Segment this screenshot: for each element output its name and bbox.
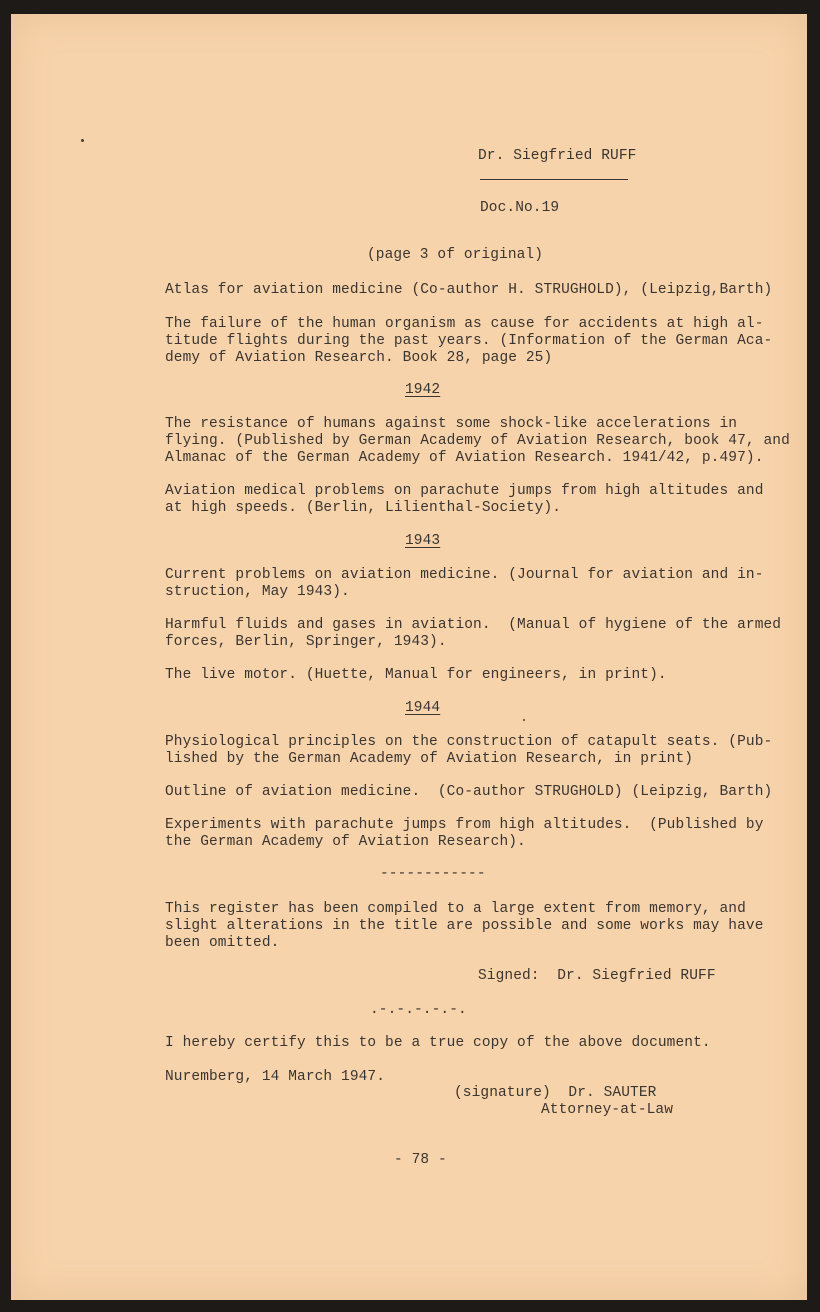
paper-speck	[81, 139, 84, 142]
entry-line: The live motor. (Huette, Manual for engineers, in print).	[165, 667, 667, 683]
signed-line: Signed: Dr. Siegfried RUFF	[478, 968, 716, 984]
entry-line: Atlas for aviation medicine (Co-author H. STRUGHOLD), (Leipzig,Barth)	[165, 282, 773, 298]
document-page	[11, 14, 807, 1300]
doc-number: Doc.No.19	[480, 200, 560, 216]
paper-speck	[523, 719, 525, 721]
entry-line: demy of Aviation Research. Book 28, page 25)	[165, 350, 553, 366]
year-heading-1943: 1943	[405, 533, 441, 549]
page-reference: (page 3 of original)	[367, 247, 544, 263]
entry-line: The failure of the human organism as cause for accidents at high al-	[165, 316, 764, 332]
entry-line: at high speeds. (Berlin, Lilienthal-Society).	[165, 500, 562, 516]
entry-line: titude flights during the past years. (Information of the German Aca-	[165, 333, 773, 349]
entry-line: Almanac of the German Academy of Aviation Research. 1941/42, p.497).	[165, 450, 764, 466]
attorney-title: Attorney-at-Law	[541, 1102, 674, 1118]
entry-line: forces, Berlin, Springer, 1943).	[165, 634, 447, 650]
entry-line: Physiological principles on the construction of catapult seats. (Pub-	[165, 734, 773, 750]
page-number: - 78 -	[394, 1152, 447, 1168]
entry-line: Current problems on aviation medicine. (Journal for aviation and in-	[165, 567, 764, 583]
entry-line: Outline of aviation medicine. (Co-author STRUGHOLD) (Leipzig, Barth)	[165, 784, 773, 800]
section-separator: ------------	[380, 866, 486, 882]
author-header: Dr. Siegfried RUFF	[478, 148, 637, 164]
signature-line: (signature) Dr. SAUTER	[454, 1085, 657, 1101]
year-heading-1944: 1944	[405, 700, 441, 716]
entry-line: the German Academy of Aviation Research).	[165, 834, 526, 850]
entry-line: Experiments with parachute jumps from high altitudes. (Published by	[165, 817, 764, 833]
entry-line: Harmful fluids and gases in aviation. (Manual of hygiene of the armed	[165, 617, 782, 633]
certification-statement: I hereby certify this to be a true copy of the above document.	[165, 1035, 711, 1051]
register-note-line: been omitted.	[165, 935, 280, 951]
entry-line: lished by the German Academy of Aviation Research, in print)	[165, 751, 694, 767]
register-note-line: slight alterations in the title are possible and some works may have	[165, 918, 764, 934]
place-date: Nuremberg, 14 March 1947.	[165, 1069, 386, 1085]
header-rule	[480, 179, 628, 180]
entry-line: The resistance of humans against some shock-like accelerations in	[165, 416, 738, 432]
entry-line: flying. (Published by German Academy of Aviation Research, book 47, and	[165, 433, 790, 449]
entry-line: struction, May 1943).	[165, 584, 350, 600]
year-heading-1942: 1942	[405, 382, 441, 398]
entry-line: Aviation medical problems on parachute jumps from high altitudes and	[165, 483, 764, 499]
register-note-line: This register has been compiled to a large extent from memory, and	[165, 901, 746, 917]
dot-separator: .-.-.-.-.-.	[370, 1002, 467, 1018]
